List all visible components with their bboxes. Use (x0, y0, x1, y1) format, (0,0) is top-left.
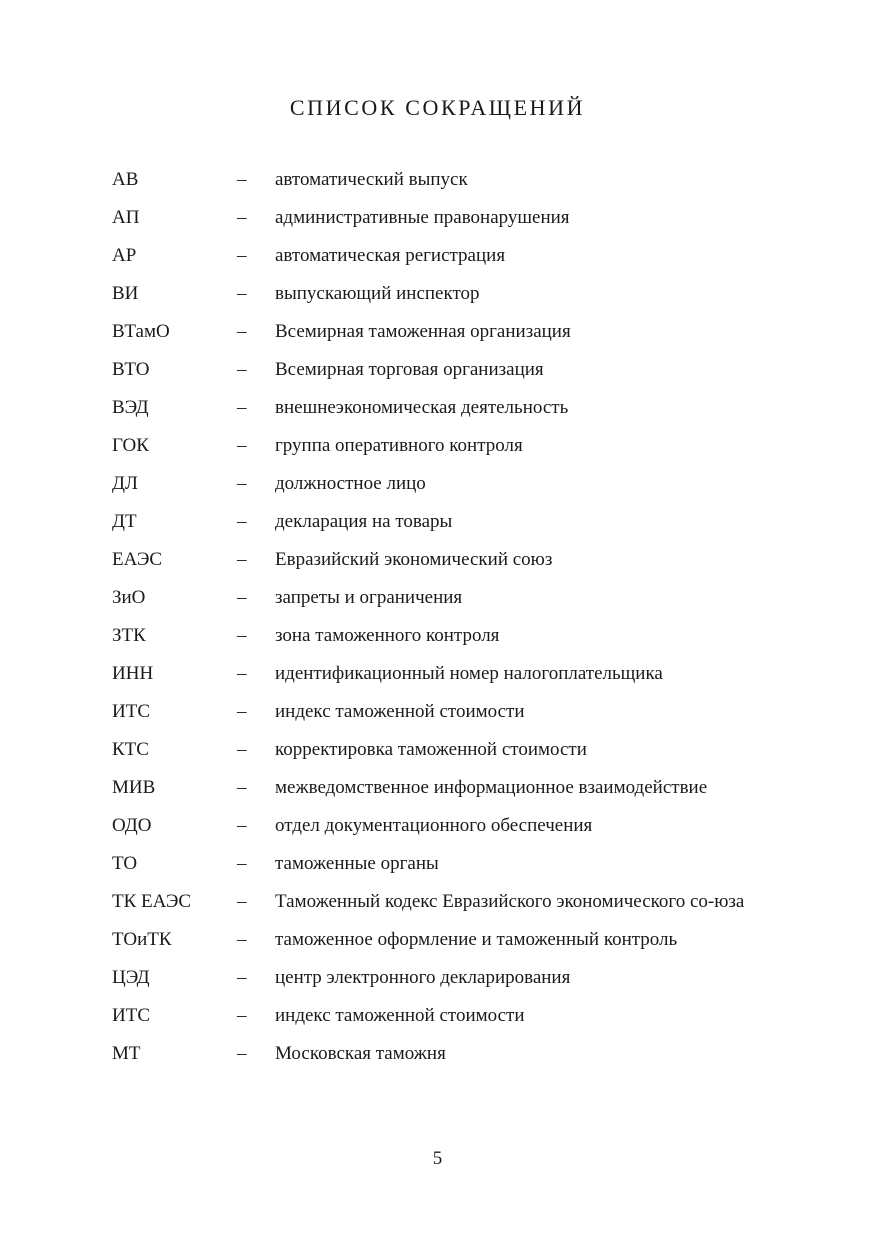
abbreviation-row (112, 205, 772, 231)
abbreviation-term: ВИ (112, 283, 139, 304)
abbreviation-dash: – (237, 663, 247, 684)
abbreviation-dash: – (237, 549, 247, 570)
abbreviation-definition: должностное лицо (275, 473, 426, 494)
abbreviation-row (112, 851, 772, 877)
abbreviation-definition: центр электронного декларирования (275, 967, 571, 988)
abbreviation-definition: зона таможенного контроля (275, 625, 500, 646)
abbreviation-row (112, 319, 772, 345)
abbreviation-definition: Всемирная таможенная организация (275, 321, 571, 342)
abbreviation-row (112, 585, 772, 611)
abbreviation-term: ИНН (112, 663, 154, 684)
abbreviation-row (112, 965, 772, 991)
abbreviation-row (112, 167, 772, 193)
abbreviation-row (112, 281, 772, 307)
abbreviation-definition: запреты и ограничения (275, 587, 463, 608)
abbreviation-term: ОДО (112, 815, 152, 836)
abbreviation-term: ВТамО (112, 321, 170, 342)
page-title: СПИСОК СОКРАЩЕНИЙ (289, 95, 586, 120)
abbreviation-definition: индекс таможенной стоимости (275, 701, 525, 722)
abbreviation-row (112, 737, 772, 763)
abbreviation-definition: внешнеэкономическая деятельность (275, 397, 569, 418)
abbreviation-row (112, 1041, 772, 1067)
abbreviation-row (112, 433, 772, 459)
abbreviation-dash: – (237, 473, 247, 494)
abbreviation-definition: таможенные органы (275, 853, 439, 874)
abbreviation-definition: Всемирная торговая организация (275, 359, 544, 380)
abbreviation-definition: таможенное оформление и таможенный контроль (275, 929, 678, 950)
abbreviation-dash: – (237, 321, 247, 342)
abbreviation-dash: – (237, 283, 247, 304)
abbreviation-dash: – (237, 701, 247, 722)
abbreviation-term: ТО (112, 853, 138, 874)
abbreviation-term: ЗТК (112, 625, 146, 646)
abbreviation-definition: Таможенный кодекс Евразийского экономического со-юза (275, 891, 745, 912)
abbreviation-dash: – (237, 169, 247, 190)
abbreviation-dash: – (237, 245, 247, 266)
abbreviation-definition: отдел документационного обеспечения (275, 815, 593, 836)
abbreviation-term: ДЛ (112, 473, 138, 494)
abbreviation-term: АВ (112, 169, 139, 190)
abbreviation-dash: – (237, 207, 247, 228)
abbreviation-term: МИВ (112, 777, 156, 798)
abbreviation-row (112, 623, 772, 649)
abbreviation-definition: административные правонарушения (275, 207, 570, 228)
abbreviation-term: ВЭД (112, 397, 149, 418)
abbreviation-term: ДТ (112, 511, 137, 532)
abbreviation-term: ТОиТК (112, 929, 172, 950)
abbreviation-row (112, 1003, 772, 1029)
abbreviation-definition: межведомственное информационное взаимодействие (275, 777, 708, 798)
abbreviation-term: АР (112, 245, 137, 266)
abbreviation-term: АП (112, 207, 140, 228)
abbreviation-dash: – (237, 435, 247, 456)
abbreviation-definition: группа оперативного контроля (275, 435, 523, 456)
abbreviation-term: ЦЭД (112, 967, 150, 988)
abbreviation-term: ИТС (112, 1005, 150, 1026)
abbreviation-row (112, 927, 772, 953)
abbreviation-dash: – (237, 967, 247, 988)
abbreviation-dash: – (237, 1043, 247, 1064)
abbreviation-dash: – (237, 511, 247, 532)
abbreviation-row (112, 357, 772, 383)
abbreviation-row (112, 471, 772, 497)
abbreviation-definition: индекс таможенной стоимости (275, 1005, 525, 1026)
abbreviation-row (112, 509, 772, 535)
abbreviation-dash: – (237, 397, 247, 418)
abbreviation-row (112, 699, 772, 725)
abbreviation-definition: идентификационный номер налогоплательщика (275, 663, 663, 684)
abbreviation-definition: автоматическая регистрация (275, 245, 506, 266)
abbreviation-row (112, 775, 772, 801)
abbreviation-dash: – (237, 587, 247, 608)
abbreviation-definition: декларация на товары (275, 511, 453, 532)
abbreviation-term: ЕАЭС (112, 549, 163, 570)
abbreviation-dash: – (237, 853, 247, 874)
abbreviation-term: ИТС (112, 701, 150, 722)
abbreviation-term: КТС (112, 739, 149, 760)
abbreviation-definition: выпускающий инспектор (275, 283, 480, 304)
abbreviation-row (112, 813, 772, 839)
abbreviation-term: ВТО (112, 359, 150, 380)
abbreviation-row (112, 547, 772, 573)
abbreviation-dash: – (237, 891, 247, 912)
abbreviation-definition: Евразийский экономический союз (275, 549, 553, 570)
abbreviation-definition: Московская таможня (275, 1043, 446, 1064)
abbreviation-row (112, 395, 772, 421)
abbreviation-dash: – (237, 1005, 247, 1026)
abbreviation-term: ГОК (112, 435, 149, 456)
page-number: 5 (432, 1148, 443, 1169)
abbreviation-term: МТ (112, 1043, 141, 1064)
abbreviation-term: ЗиО (112, 587, 146, 608)
abbreviation-dash: – (237, 815, 247, 836)
abbreviation-definition: автоматический выпуск (275, 169, 468, 190)
abbreviation-list (112, 167, 772, 1079)
abbreviation-dash: – (237, 777, 247, 798)
abbreviation-row (112, 889, 772, 915)
abbreviation-definition: корректировка таможенной стоимости (275, 739, 587, 760)
abbreviation-dash: – (237, 359, 247, 380)
abbreviation-row (112, 661, 772, 687)
abbreviation-row (112, 243, 772, 269)
abbreviation-dash: – (237, 625, 247, 646)
abbreviation-dash: – (237, 739, 247, 760)
abbreviation-dash: – (237, 929, 247, 950)
abbreviation-term: ТК ЕАЭС (112, 891, 192, 912)
